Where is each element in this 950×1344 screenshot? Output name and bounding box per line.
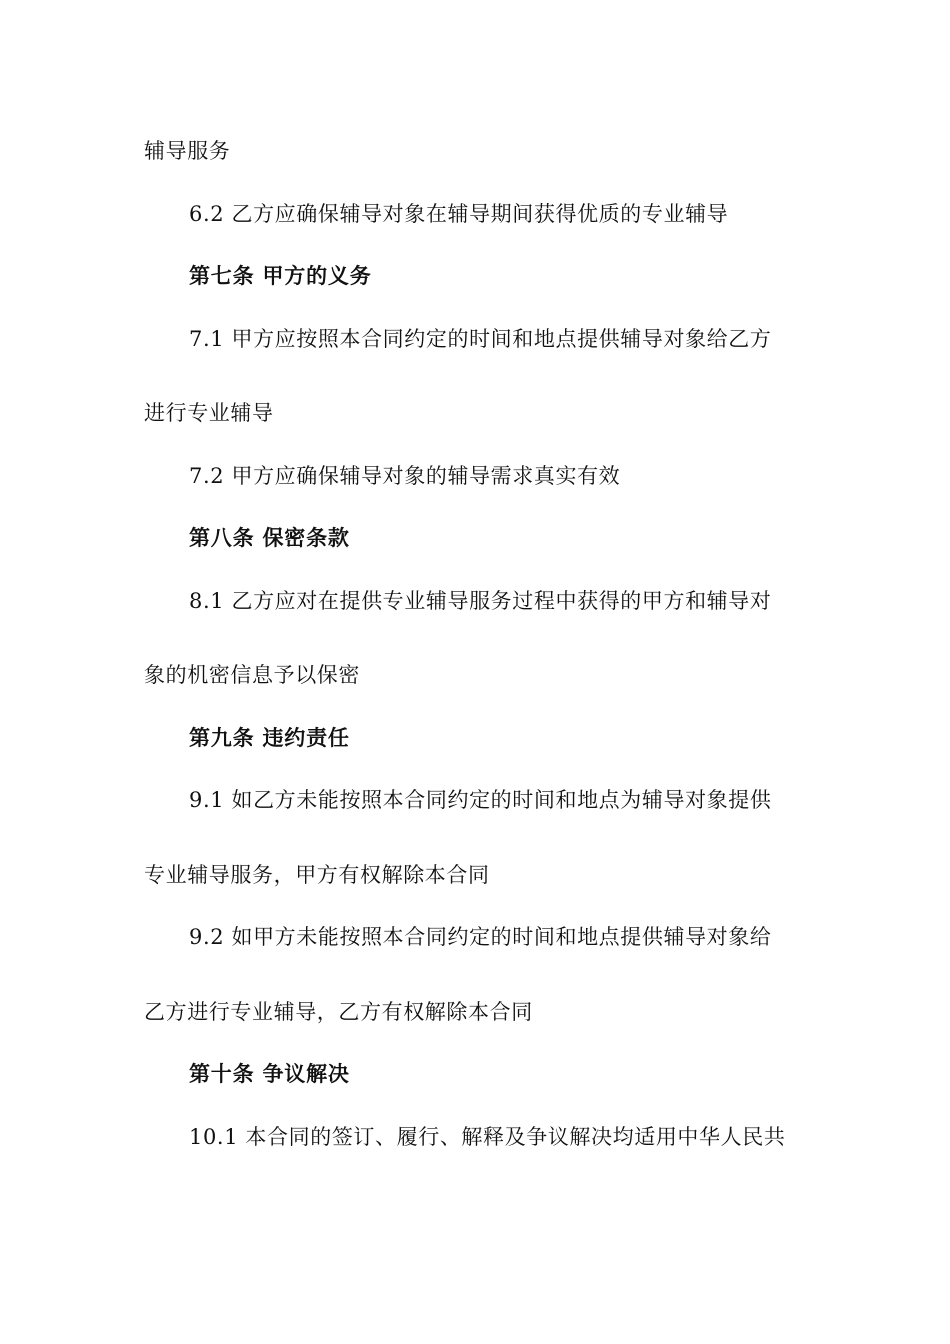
- clause-9-2-continuation: 乙方进行专业辅导，乙方有权解除本合同: [144, 1000, 533, 1024]
- clause-10-1: 10.1 本合同的签订、履行、解释及争议解决均适用中华人民共: [189, 1125, 786, 1149]
- clause-8-1-continuation: 象的机密信息予以保密: [144, 663, 360, 687]
- article-7-heading: 第七条 甲方的义务: [189, 264, 372, 288]
- paragraph-continuation: 辅导服务: [144, 139, 231, 163]
- article-9-heading: 第九条 违约责任: [189, 726, 350, 750]
- clause-7-1-continuation: 进行专业辅导: [144, 401, 274, 425]
- clause-7-1: 7.1 甲方应按照本合同约定的时间和地点提供辅导对象给乙方: [189, 327, 772, 351]
- clause-7-2: 7.2 甲方应确保辅导对象的辅导需求真实有效: [189, 464, 621, 488]
- clause-9-2: 9.2 如甲方未能按照本合同约定的时间和地点提供辅导对象给: [189, 925, 772, 949]
- article-8-heading: 第八条 保密条款: [189, 526, 350, 550]
- clause-9-1-continuation: 专业辅导服务，甲方有权解除本合同: [144, 863, 490, 887]
- clause-8-1: 8.1 乙方应对在提供专业辅导服务过程中获得的甲方和辅导对: [189, 589, 772, 613]
- clause-6-2: 6.2 乙方应确保辅导对象在辅导期间获得优质的专业辅导: [189, 202, 729, 226]
- article-10-heading: 第十条 争议解决: [189, 1062, 350, 1086]
- clause-9-1: 9.1 如乙方未能按照本合同约定的时间和地点为辅导对象提供: [189, 788, 772, 812]
